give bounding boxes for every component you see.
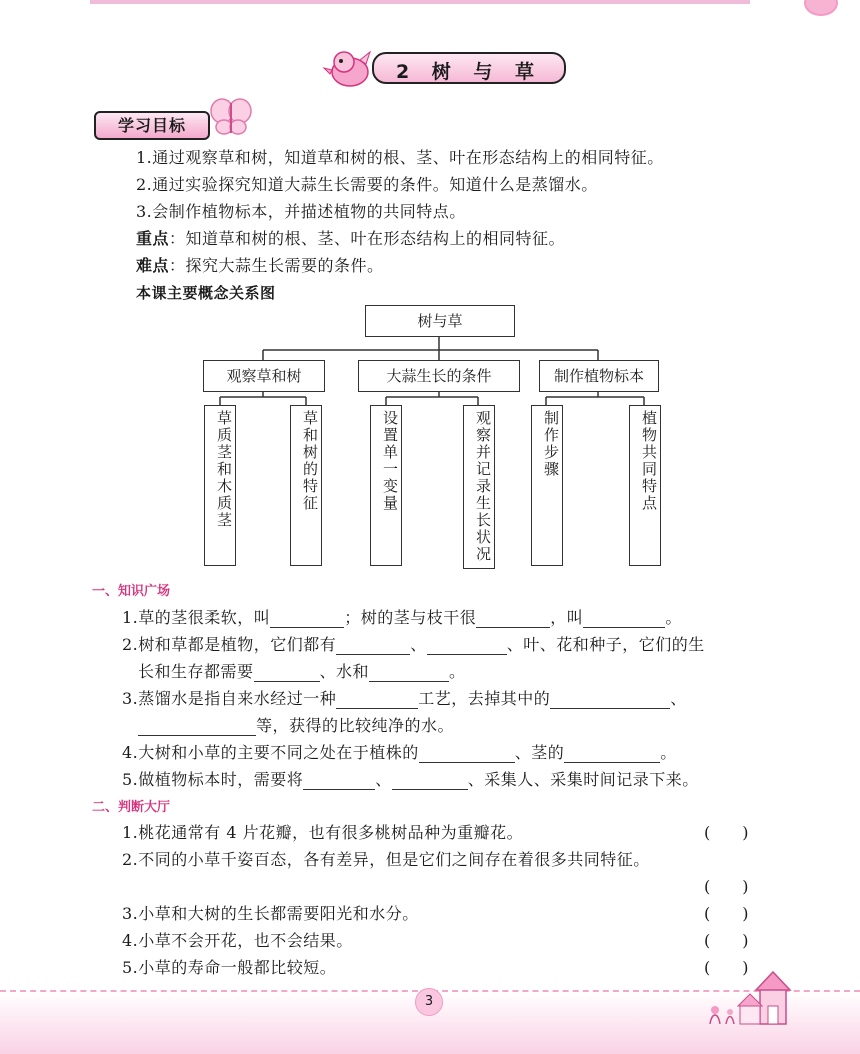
q2-blank-3[interactable] [254, 665, 320, 682]
q3-text-a: 3.蒸馏水是指自来水经过一种 [122, 689, 337, 708]
q4-text-a: 4.大树和小草的主要不同之处在于植株的 [122, 743, 419, 762]
concept-leaf-2: 草和树的特征 [290, 405, 322, 566]
concept-leaf-4: 观察并记录生长状况 [463, 405, 495, 569]
key-point-text: ：知道草和树的根、茎、叶在形态结构上的相同特征。 [169, 229, 566, 248]
q3-blank-1[interactable] [336, 692, 418, 709]
q2-text-b: 、 [410, 635, 427, 654]
objectives-badge-label: 学习目标 [117, 116, 186, 135]
judge-answer-5[interactable]: ( ) [704, 958, 749, 977]
q5-text-a: 5.做植物标本时，需要将 [122, 770, 304, 789]
concept-leaf-5: 制作步骤 [531, 405, 563, 566]
q2-blank-2[interactable] [427, 638, 507, 655]
judge-item-2: 2.不同的小草千姿百态，各有差异，但是它们之间存在着很多共同特征。 [122, 850, 650, 869]
q5-blank-2[interactable] [392, 773, 468, 790]
q2-text-e: 、水和 [319, 662, 370, 681]
objective-1: 1.通过观察草和树，知道草和树的根、茎、叶在形态结构上的相同特征。 [136, 148, 664, 167]
concept-map-title: 本课主要概念关系图 [136, 284, 276, 302]
q1-text-b: ；树的茎与枝干很 [344, 608, 477, 627]
q3-text-b: 工艺，去掉其中的 [418, 689, 551, 708]
key-point [136, 226, 565, 249]
difficult-point-text: ：探究大蒜生长需要的条件。 [169, 256, 384, 275]
q3-text-d: 等，获得的比较纯净的水。 [256, 716, 455, 735]
judge-item-3: 3.小草和大树的生长都需要阳光和水分。 [122, 904, 419, 923]
section-1-heading: 一、知识广场 [92, 584, 171, 599]
flower-icon [804, 0, 838, 16]
question-3-line-2 [138, 713, 454, 736]
q2-text-f: 。 [449, 662, 466, 681]
concept-leaf-3: 设置单一变量 [370, 405, 402, 566]
concept-leaf-6: 植物共同特点 [629, 405, 661, 566]
objectives-badge [94, 111, 210, 140]
judge-answer-2[interactable]: ( ) [704, 877, 749, 896]
judge-answer-3[interactable]: ( ) [704, 904, 749, 923]
title-text: 2 树 与 草 [395, 61, 543, 83]
butterfly-icon [208, 97, 254, 137]
dragon-icon [322, 44, 378, 92]
q2-text-a: 2.树和草都是植物，它们都有 [122, 635, 337, 654]
q2-blank-4[interactable] [369, 665, 449, 682]
key-point-label: 重点 [136, 229, 170, 248]
judge-answer-4[interactable]: ( ) [704, 931, 749, 950]
concept-root: 树与草 [365, 305, 515, 337]
q2-text-d: 长和生存都需要 [138, 662, 254, 681]
q5-text-b: 、 [375, 770, 392, 789]
q1-blank-1[interactable] [270, 611, 344, 628]
objective-3: 3.会制作植物标本，并描述植物的共同特点。 [136, 202, 466, 221]
q4-text-b: 、茎的 [514, 743, 565, 762]
q1-blank-3[interactable] [583, 611, 665, 628]
concept-branch-2: 大蒜生长的条件 [358, 360, 520, 392]
question-1 [122, 605, 682, 628]
q1-blank-2[interactable] [476, 611, 550, 628]
title-banner [372, 52, 566, 84]
difficult-point-label: 难点 [136, 256, 170, 275]
q2-text-c: 、叶、花和种子，它们的生 [506, 635, 705, 654]
q3-blank-2[interactable] [550, 692, 670, 709]
q1-text-c: ，叫 [550, 608, 584, 627]
question-2-line-1 [122, 632, 705, 655]
concept-leaf-1: 草质茎和木质茎 [204, 405, 236, 566]
question-5 [122, 767, 699, 790]
difficult-point [136, 253, 384, 276]
q4-blank-1[interactable] [419, 746, 515, 763]
concept-map [0, 300, 860, 570]
concept-branch-1: 观察草和树 [203, 360, 325, 392]
question-2-line-2 [138, 659, 466, 682]
q3-blank-3[interactable] [138, 719, 256, 736]
judge-item-5: 5.小草的寿命一般都比较短。 [122, 958, 337, 977]
q5-blank-1[interactable] [303, 773, 375, 790]
page-number: 3 [415, 988, 443, 1016]
question-4 [122, 740, 677, 763]
question-3-line-1 [122, 686, 687, 709]
q1-text-a: 1.草的茎很柔软，叫 [122, 608, 271, 627]
judge-item-4: 4.小草不会开花，也不会结果。 [122, 931, 353, 950]
section-2-heading: 二、判断大厅 [92, 800, 171, 815]
objective-2: 2.通过实验探究知道大蒜生长需要的条件。知道什么是蒸馏水。 [136, 175, 598, 194]
q1-text-d: 。 [665, 608, 682, 627]
house-icon [700, 968, 800, 1028]
concept-branch-3: 制作植物标本 [539, 360, 659, 392]
q2-blank-1[interactable] [336, 638, 410, 655]
concept-map-lines [0, 300, 860, 570]
q5-text-c: 、采集人、采集时间记录下来。 [467, 770, 699, 789]
q3-text-c: 、 [670, 689, 687, 708]
q4-text-c: 。 [660, 743, 677, 762]
lesson-title [322, 44, 582, 94]
judge-item-1: 1.桃花通常有 4 片花瓣，也有很多桃树品种为重瓣花。 [122, 823, 524, 842]
top-border [90, 0, 750, 4]
judge-answer-1[interactable]: ( ) [704, 823, 749, 842]
q4-blank-2[interactable] [564, 746, 660, 763]
